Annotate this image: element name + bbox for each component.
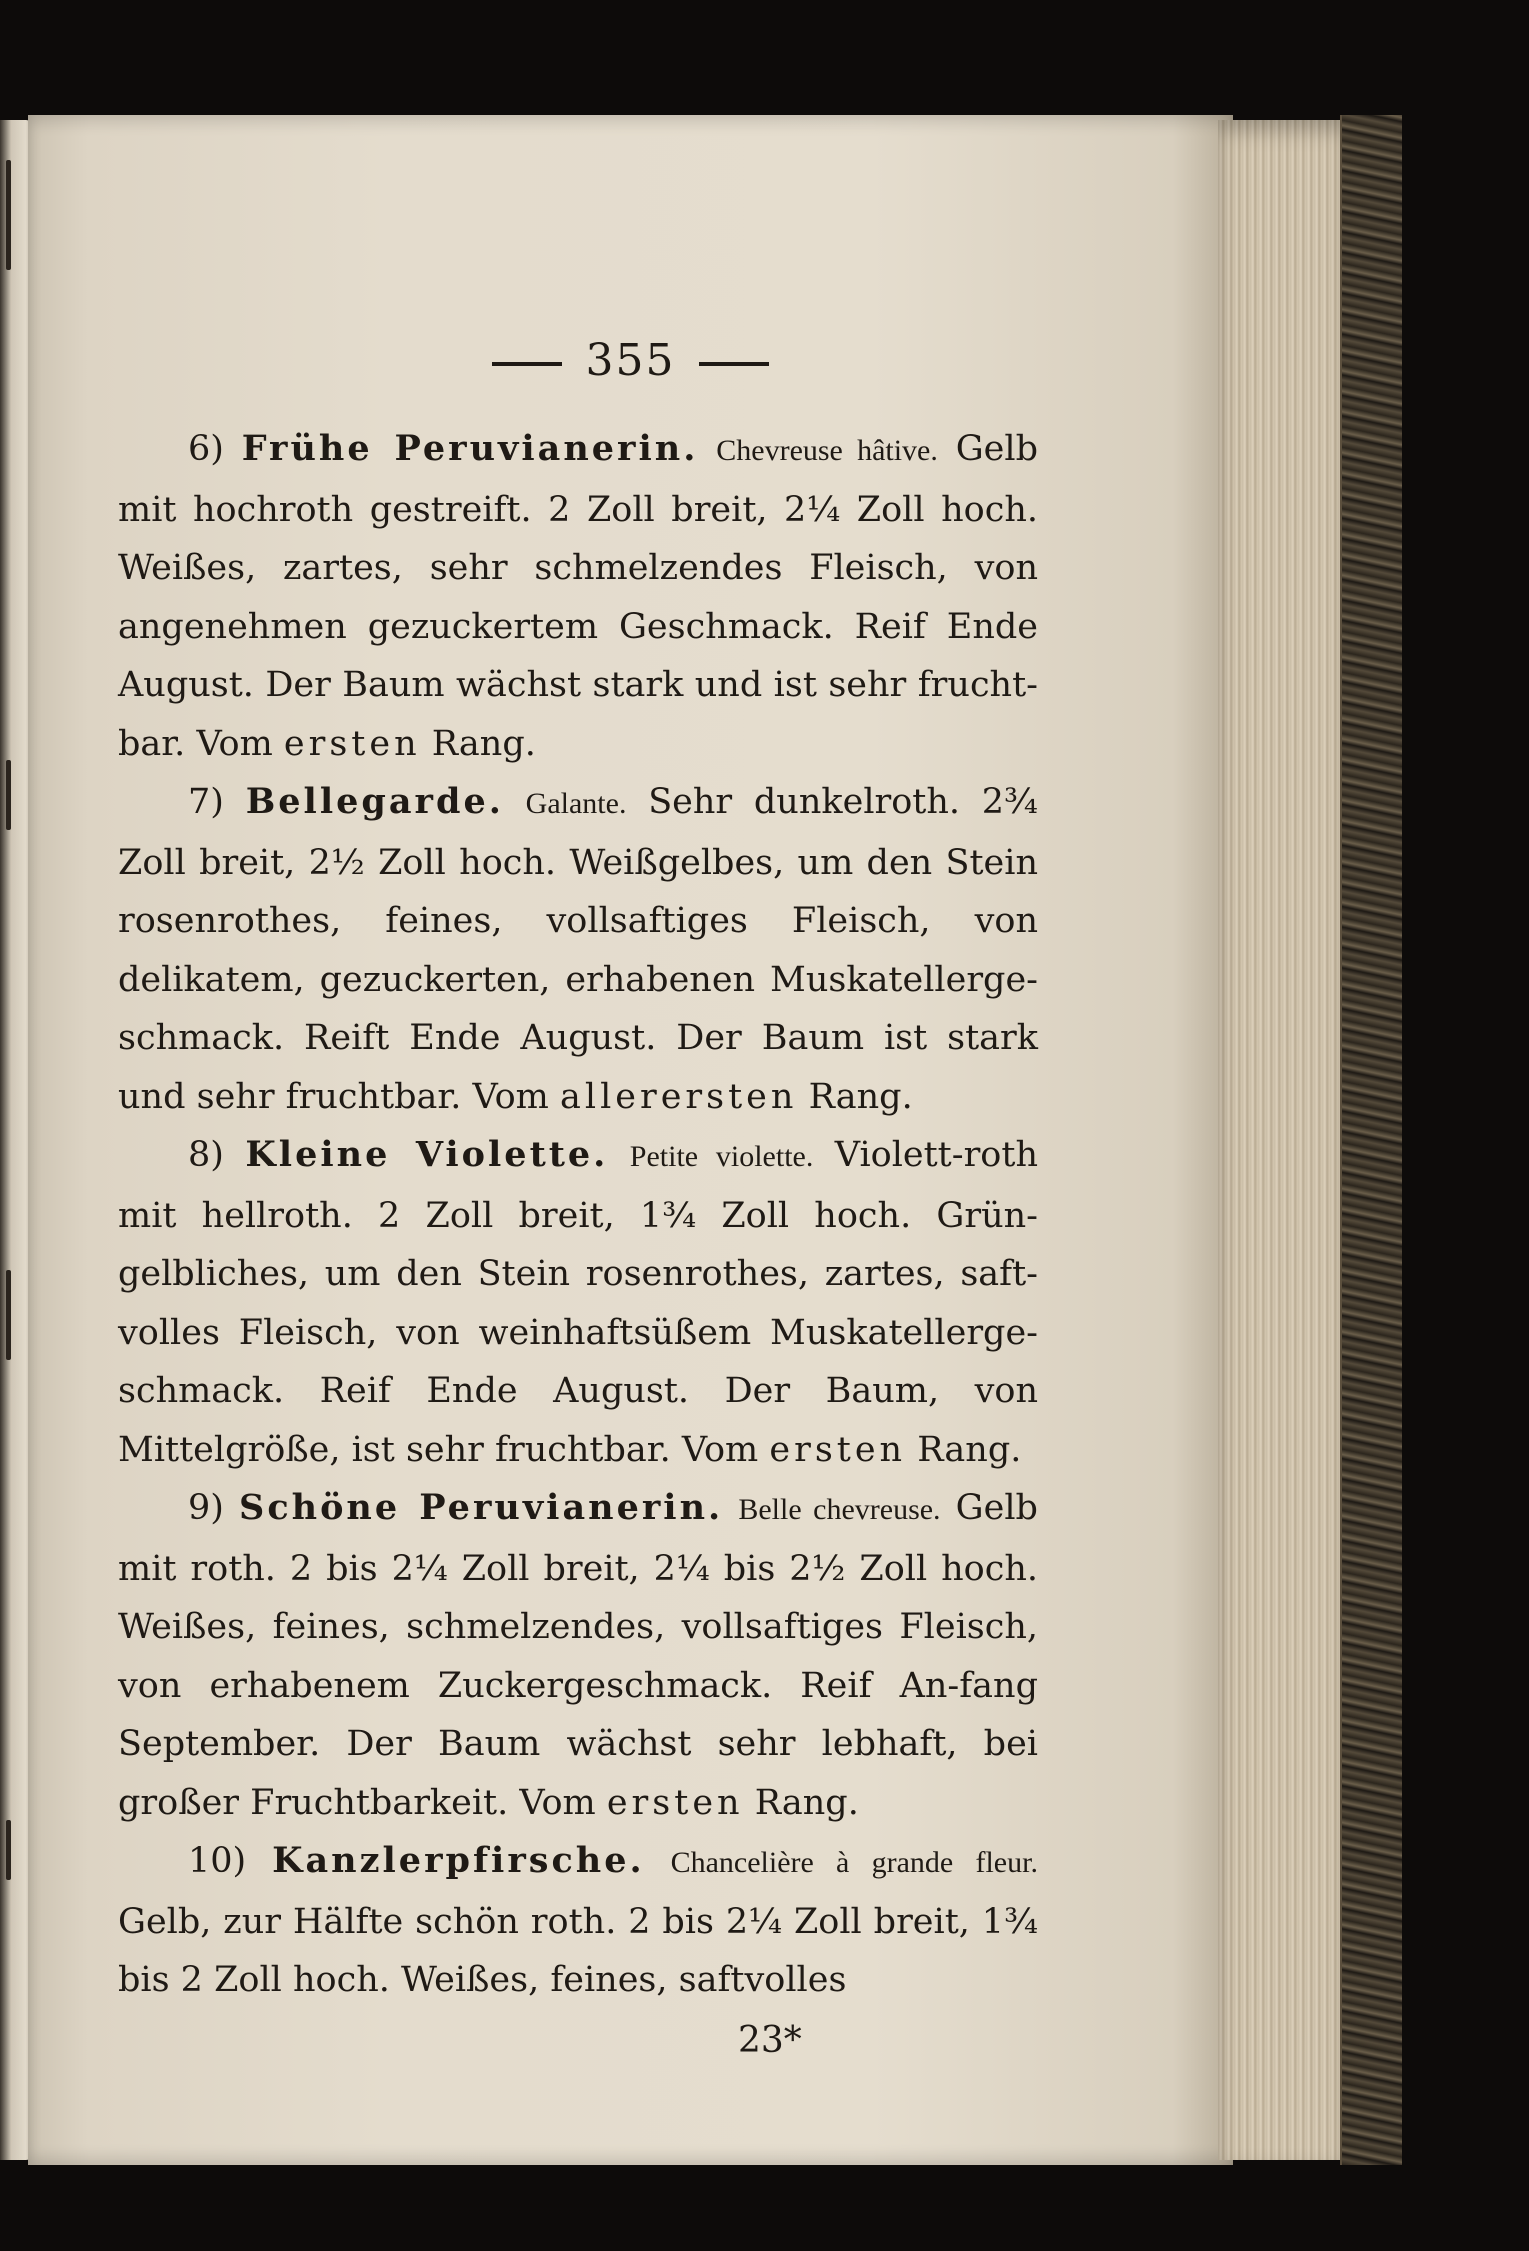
header-dash (699, 362, 769, 366)
entry (118, 420, 1038, 773)
entry-rank-prefix: Vom (519, 1782, 596, 1823)
entry (118, 1126, 1038, 1479)
edge-mark (6, 760, 11, 830)
entry-rank-suffix: Rang. (431, 723, 536, 764)
book-page (28, 115, 1233, 2165)
entry-rank-word: allerersten (560, 1076, 798, 1117)
entry-french-name: Chevreuse hâtive. (716, 434, 938, 467)
edge-mark (6, 1820, 11, 1880)
entry-rank-suffix: Rang. (808, 1076, 913, 1117)
edge-mark (6, 1270, 11, 1360)
entry-rank-word: ersten (283, 723, 421, 764)
entry (118, 1479, 1038, 1832)
entry-text: Gelb mit roth. 2 bis 2¼ Zoll breit, 2¼ bis 2½ Zoll hoch. Weißes, feines, schmelzendes, vollsaftiges Fleisch, von erhabenem Zuckergeschmack. Reif An-fang September. Der Baum wächst sehr lebhaft, bei großer Fruchtbarkeit. (118, 1488, 1038, 1823)
entry-rank-suffix: Rang. (754, 1782, 859, 1823)
page-header (28, 335, 1233, 386)
page-body (118, 420, 1038, 2010)
entry-text: Sehr dunkelroth. 2¾ Zoll breit, 2½ Zoll hoch. Weißgelbes, um den Stein rosenrothes, feines, vollsaftiges Fleisch, von delikatem, gezuckerten, erhabenen Muskatellerge-schmack. Reift Ende August. Der Baum ist stark und sehr fruchtbar. (118, 782, 1038, 1117)
entry-text: Gelb mit hochroth gestreift. 2 Zoll breit, 2¼ Zoll hoch. Weißes, zartes, sehr schmelzendes Fleisch, von angenehmen gezuckertem Geschmack. Reif Ende August. Der Baum wächst stark und ist sehr frucht-bar. (118, 429, 1038, 764)
entry-number: 6) (188, 429, 224, 469)
entry-number: 8) (188, 1135, 224, 1175)
entry-french-name: Chancelière à grande fleur. (670, 1846, 1038, 1879)
entry-rank-word: ersten (769, 1429, 907, 1470)
entry-rank-prefix: Vom (681, 1429, 759, 1470)
entry-number: 7) (188, 782, 224, 822)
header-dash (492, 362, 562, 366)
book-cover-edge (1340, 115, 1402, 2165)
entry-title: Bellegarde. (245, 781, 504, 822)
entry-french-name: Petite violette. (629, 1140, 814, 1173)
entry-rank-word: ersten (606, 1782, 744, 1823)
entry-title: Kleine Violette. (245, 1134, 609, 1175)
entry-text: Violett-roth mit hellroth. 2 Zoll breit, 1¾ Zoll hoch. Grün-gelbliches, um den Stein rosenrothes, zartes, saft-volles Fleisch, von weinhaftsüßem Muskatellerge-schmack. Reif Ende August. Der Baum, von Mittelgröße, ist sehr fruchtbar. (118, 1135, 1038, 1470)
entry-number: 10) (188, 1841, 247, 1881)
entry-rank-prefix: Vom (196, 723, 273, 764)
entry-rank-prefix: Vom (472, 1076, 549, 1117)
page-stack-edge (1218, 120, 1348, 2160)
entry-number: 9) (188, 1488, 224, 1528)
edge-mark (6, 160, 11, 270)
entry-french-name: Galante. (525, 787, 627, 820)
entry-rank-suffix: Rang. (917, 1429, 1022, 1470)
entry (118, 773, 1038, 1126)
entry-text: Gelb, zur Hälfte schön roth. 2 bis 2¼ Zoll breit, 1¾ bis 2 Zoll hoch. Weißes, feines, saftvolles (118, 1901, 1038, 2000)
entry-title: Kanzlerpfirsche. (272, 1840, 645, 1881)
entry-title: Frühe Peruvianerin. (241, 428, 699, 469)
printer-signature: 23* (738, 2020, 802, 2061)
entry-french-name: Belle chevreuse. (738, 1493, 941, 1526)
page-number: 355 (585, 335, 676, 386)
entry (118, 1832, 1038, 2010)
entry-title: Schöne Peruvianerin. (239, 1487, 724, 1528)
